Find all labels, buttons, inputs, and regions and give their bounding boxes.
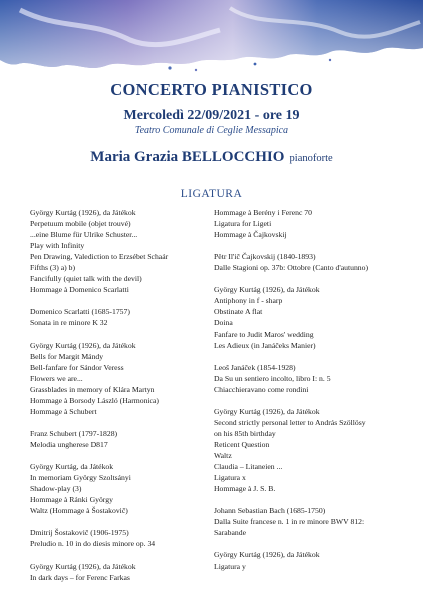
performer-line	[0, 146, 423, 166]
program-line: Fifths (3) a) b)	[30, 263, 76, 273]
program-line: Sonata in re minore K 32	[30, 318, 108, 328]
program-line: Sarabande	[214, 528, 247, 538]
program-spacer	[30, 450, 210, 461]
program-line: Les Adieux (in Janáčeks Manier)	[214, 340, 316, 350]
concert-date-time: Mercoledì 22/09/2021 - ore 19	[123, 108, 300, 123]
program-line: Grassblades in memory of Klára Martyn	[30, 384, 155, 394]
program-line: Waltz	[214, 451, 232, 461]
program-line: György Kurtág (1926), da Játékok	[30, 340, 136, 350]
watercolor-header-banner	[0, 0, 423, 75]
program-line: Leoš Janáček (1854-1928)	[214, 362, 296, 372]
program-line: Melodia ungherese D817	[30, 439, 108, 449]
program-line: on his 85th birthday	[214, 428, 276, 438]
concert-header	[0, 80, 423, 166]
program-line: György Kurtág (1926), da Játékok	[214, 285, 320, 295]
program-line: Pen Drawing, Valediction to Erzsébet Schaár	[30, 252, 169, 262]
program-line: Flowers we are...	[30, 373, 83, 383]
program-line: Reticent Question	[214, 439, 270, 449]
program-line: In dark days – for Ferenc Farkas	[30, 572, 130, 582]
program-line: Hommage à Ránki György	[30, 495, 113, 505]
concert-venue: Teatro Comunale di Ceglie Messapica	[134, 125, 289, 136]
program-line: Second strictly personal letter to András Szöllösy	[214, 417, 366, 427]
program-line: Shadow-play (3)	[30, 484, 82, 494]
program-line: Da Su un sentiero incolto, libro I: n. 5	[214, 373, 331, 383]
program-column-right	[214, 207, 400, 572]
program-line: Hommage à Borsody László (Harmonica)	[30, 395, 159, 405]
program-spacer	[214, 240, 400, 251]
program-spacer	[214, 351, 400, 362]
program-line: ...eine Blume für Ulrike Schuster...	[30, 230, 138, 240]
program-line: Ligatura x	[214, 473, 246, 483]
program-line: Bells for Margit Mándy	[30, 351, 104, 361]
program-line: György Kurtág (1926), da Játékok	[30, 561, 136, 571]
program-line: Dalle Stagioni op. 37b: Ottobre (Canto d'autunno)	[214, 263, 369, 273]
program-section-title: LIGATURA	[180, 188, 243, 200]
program-spacer	[214, 494, 400, 505]
program-line: György Kurtág (1926), da Játékok	[30, 208, 136, 217]
program-line: Fanfare to Judit Maros' wedding	[214, 329, 314, 339]
program-line: Dalla Suite francese n. 1 in re minore BWV 812:	[214, 517, 365, 527]
program-line: György Kurtág (1926), da Játékok	[214, 406, 320, 416]
program-line: Hommage à J. S. B.	[214, 484, 276, 494]
program-line: Play with Infinity	[30, 241, 85, 251]
program-line: György Kurtág, da Játékok	[30, 462, 114, 472]
program-line: Johann Sebastian Bach (1685-1750)	[214, 506, 326, 516]
program-column-left	[30, 207, 210, 583]
program-spacer	[30, 295, 210, 306]
program-line: Hommage à Domenico Scarlatti	[30, 285, 129, 295]
program-line: Hommage à Schubert	[30, 406, 97, 416]
program-line: Ligatura for Ligeti	[214, 219, 272, 229]
program-line: Dmitrij Šostakovič (1906-1975)	[30, 528, 129, 538]
program-spacer	[30, 417, 210, 428]
program-spacer	[30, 516, 210, 527]
program-line: Chiacchieravano come rondini	[214, 384, 309, 394]
program-line: Hommage à Čajkovskij	[214, 230, 287, 240]
program-line: Fancifully (quiet talk with the devil)	[30, 274, 142, 284]
program-line: Perpetuum mobile (objet trouvé)	[30, 219, 131, 229]
performer-name: Maria Grazia BELLOCCHIO	[90, 149, 285, 165]
program-line: Waltz (Hommage à Šostakovič)	[30, 506, 128, 516]
program-line: Doina	[214, 318, 233, 328]
program-line: Antiphony in f - sharp	[214, 296, 283, 306]
program-spacer	[30, 549, 210, 560]
program-line: Pëtr Il'ič Čajkovskij (1840-1893)	[214, 252, 316, 262]
program-spacer	[214, 395, 400, 406]
program-line: Bell-fanfare for Sándor Veress	[30, 362, 124, 372]
program-line: Hommage à Berény i Ferenc 70	[214, 208, 312, 217]
program-line: Ligatura y	[214, 561, 246, 571]
program-line: Franz Schubert (1797-1828)	[30, 428, 118, 438]
program-spacer	[30, 329, 210, 340]
program-line: Claudia – Litaneien ...	[214, 462, 283, 472]
program-line: Domenico Scarlatti (1685-1757)	[30, 307, 130, 317]
program-spacer	[214, 538, 400, 549]
program-line: Obstinate A flat	[214, 307, 263, 317]
program-line: Preludio n. 10 in do diesis minore op. 34	[30, 539, 156, 549]
performer-instrument: pianoforte	[289, 153, 333, 164]
program-line: In memoriam György Szoltsányi	[30, 473, 131, 483]
concert-title: CONCERTO PIANISTICO	[110, 80, 313, 99]
program-line: György Kurtág (1926), da Játékok	[214, 550, 320, 560]
program-spacer	[214, 273, 400, 284]
